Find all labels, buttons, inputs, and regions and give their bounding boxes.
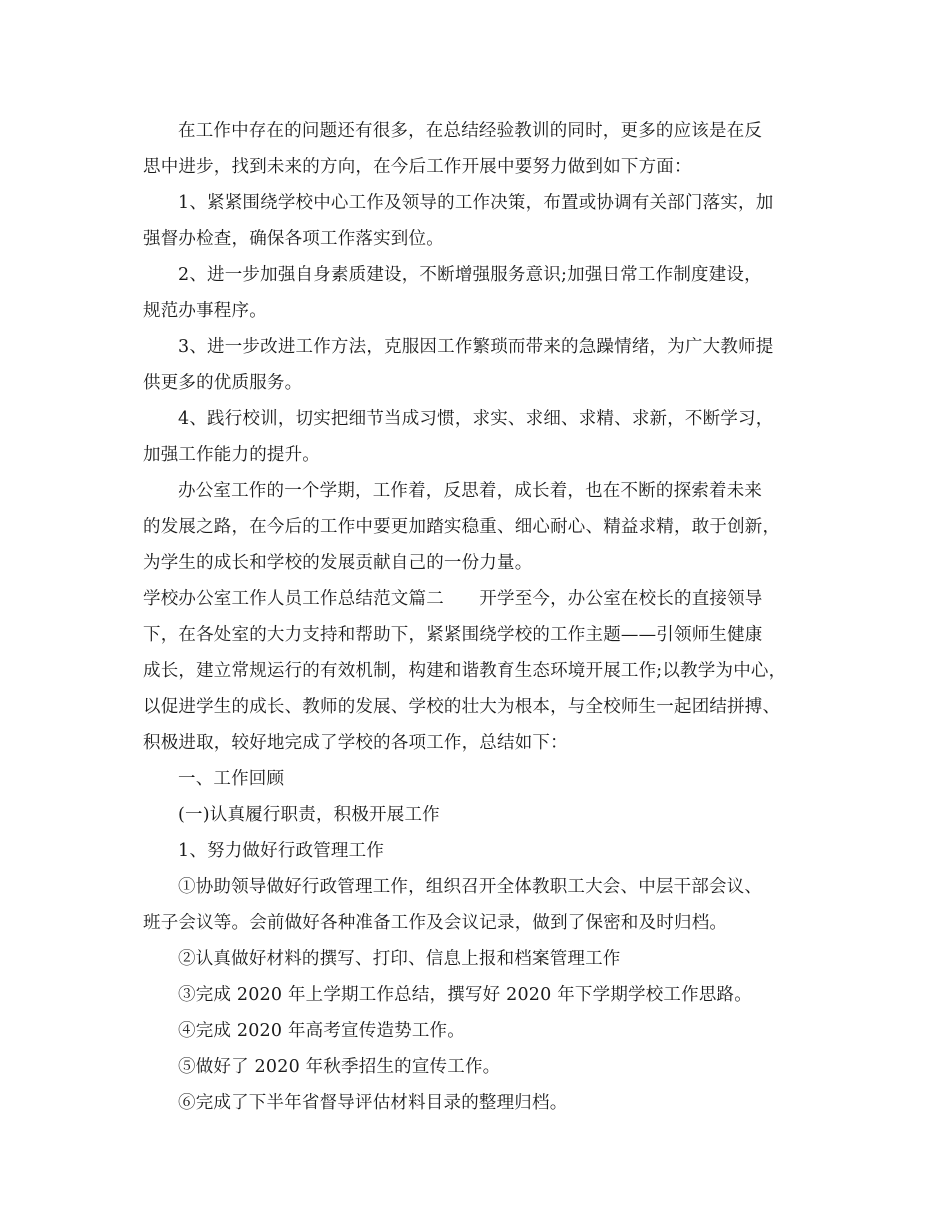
text-line: 成长，建立常规运行的有效机制，构建和谐教育生态环境开展工作;以教学为中心， bbox=[143, 661, 787, 681]
paragraph bbox=[143, 761, 813, 797]
text-line: ④完成 2020 年高考宣传造势工作。 bbox=[178, 1021, 465, 1041]
text-line: 2、进一步加强自身素质建设，不断增强服务意识;加强日常工作制度建设， bbox=[178, 265, 762, 285]
paragraph bbox=[143, 329, 813, 401]
text-line: 1、紧紧围绕学校中心工作及领导的工作决策，布置或协调有关部门落实，加 bbox=[178, 193, 774, 213]
text-line: 4、践行校训，切实把细节当成习惯，求实、求细、求精、求新，不断学习， bbox=[178, 409, 774, 429]
text-line: ⑥完成了下半年省督导评估材料目录的整理归档。 bbox=[178, 1093, 568, 1113]
paragraph bbox=[143, 257, 813, 329]
paragraph bbox=[143, 977, 813, 1013]
text-line: 的发展之路，在今后的工作中要更加踏实稳重、细心耐心、精益求精，敢于创新， bbox=[143, 517, 781, 537]
text-line: 思中进步，找到未来的方向，在今后工作开展中要努力做到如下方面： bbox=[143, 157, 692, 177]
text-line: ⑤做好了 2020 年秋季招生的宣传工作。 bbox=[178, 1057, 501, 1077]
text-line: 在工作中存在的问题还有很多，在总结经验教训的同时，更多的应该是在反 bbox=[178, 121, 763, 141]
text-line: 办公室工作的一个学期，工作着，反思着，成长着，也在不断的探索着未来 bbox=[178, 481, 763, 501]
text-line: 下，在各处室的大力支持和帮助下，紧紧围绕学校的工作主题——引领师生健康 bbox=[143, 625, 763, 645]
text-line: 强督办检查，确保各项工作落实到位。 bbox=[143, 229, 444, 249]
text-line: 供更多的优质服务。 bbox=[143, 373, 303, 393]
text-line: 加强工作能力的提升。 bbox=[143, 445, 320, 465]
paragraph bbox=[143, 113, 813, 185]
paragraph bbox=[143, 1013, 813, 1049]
paragraph bbox=[143, 473, 813, 581]
text-line: (一)认真履行职责，积极开展工作 bbox=[178, 805, 440, 825]
paragraph bbox=[143, 1049, 813, 1085]
text-line: 一、工作回顾 bbox=[178, 769, 285, 789]
text-line: 班子会议等。会前做好各种准备工作及会议记录，做到了保密和及时归档。 bbox=[143, 913, 728, 933]
text-line: 学校办公室工作人员工作总结范文篇二 开学至今，办公室在校长的直接领导 bbox=[143, 589, 763, 609]
paragraph bbox=[143, 941, 813, 977]
paragraph bbox=[143, 797, 813, 833]
text-line: 3、进一步改进工作方法，克服因工作繁琐而带来的急躁情绪，为广大教师提 bbox=[178, 337, 774, 357]
text-line: 规范办事程序。 bbox=[143, 301, 267, 321]
paragraph bbox=[143, 581, 813, 761]
paragraph bbox=[143, 185, 813, 257]
paragraph bbox=[143, 1085, 813, 1121]
text-line: ③完成 2020 年上学期工作总结，撰写好 2020 年下学期学校工作思路。 bbox=[178, 985, 752, 1005]
text-line: 为学生的成长和学校的发展贡献自己的一份力量。 bbox=[143, 553, 533, 573]
text-line: 以促进学生的成长、教师的发展、学校的壮大为根本，与全校师生一起团结拼搏、 bbox=[143, 697, 781, 717]
paragraph bbox=[143, 833, 813, 869]
paragraph bbox=[143, 869, 813, 941]
text-line: ②认真做好材料的撰写、打印、信息上报和档案管理工作 bbox=[178, 949, 621, 969]
paragraph bbox=[143, 401, 813, 473]
text-line: 积极进取，较好地完成了学校的各项工作，总结如下： bbox=[143, 733, 568, 753]
document-body bbox=[143, 113, 813, 1121]
text-line: 1、努力做好行政管理工作 bbox=[178, 841, 385, 861]
text-line: ①协助领导做好行政管理工作，组织召开全体教职工大会、中层干部会议、 bbox=[178, 877, 763, 897]
